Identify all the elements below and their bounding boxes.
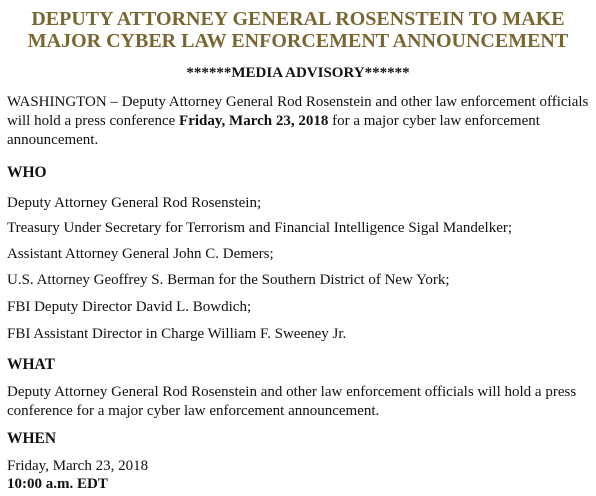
what-paragraph: Deputy Attorney General Rod Rosenstein and other law enforcement officials will hold a press conference for a major cyber law enforcement announcement. bbox=[7, 384, 577, 419]
document-title bbox=[0, 8, 596, 52]
when-heading: WHEN bbox=[7, 430, 57, 447]
title-line-1: DEPUTY ATTORNEY GENERAL ROSENSTEIN TO MAKE bbox=[31, 8, 565, 30]
intro-paragraph bbox=[7, 93, 589, 150]
who-item: Assistant Attorney General John C. Demers; bbox=[7, 246, 274, 262]
who-item: Treasury Under Secretary for Terrorism and Financial Intelligence Sigal Mandelker; bbox=[7, 220, 513, 236]
when-date: Friday, March 23, 2018 bbox=[7, 458, 149, 474]
who-item: FBI Deputy Director David L. Bowdich; bbox=[7, 299, 252, 315]
title-line-2: MAJOR CYBER LAW ENFORCEMENT ANNOUNCEMENT bbox=[27, 30, 569, 52]
intro-text-after: for a major cyber law enforcement announcement. bbox=[7, 113, 540, 148]
intro-date: Friday, March 23, 2018 bbox=[179, 113, 329, 129]
what-heading: WHAT bbox=[7, 356, 55, 373]
when-time: 10:00 a.m. EDT bbox=[7, 476, 108, 492]
media-advisory-label: ******MEDIA ADVISORY****** bbox=[186, 65, 410, 81]
who-heading: WHO bbox=[7, 164, 47, 181]
intro-text-before: WASHINGTON – Deputy Attorney General Rod Rosenstein and other law enforcement officials will hold a press conference bbox=[7, 94, 589, 129]
who-item: FBI Assistant Director in Charge William F. Sweeney Jr. bbox=[7, 326, 347, 342]
who-item: U.S. Attorney Geoffrey S. Berman for the Southern District of New York; bbox=[7, 272, 450, 288]
who-item: Deputy Attorney General Rod Rosenstein; bbox=[7, 195, 262, 211]
